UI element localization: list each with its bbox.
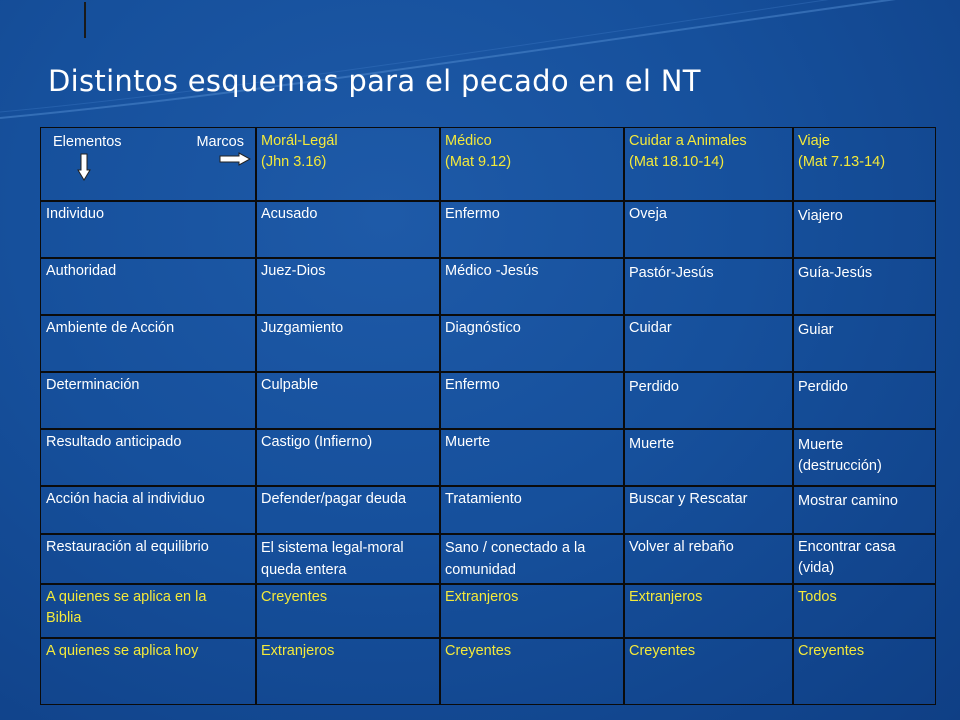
column-header-name: Cuidar a Animales bbox=[629, 133, 747, 149]
column-cuidar-animales bbox=[623, 127, 794, 705]
column-header-ref: (Mat 9.12) bbox=[445, 154, 512, 171]
table-cell: Creyentes bbox=[623, 637, 794, 705]
table-cell: Tratamiento bbox=[439, 485, 625, 535]
row-label: A quienes se aplica en la Biblia bbox=[40, 583, 257, 639]
header-elementos: Elementos bbox=[53, 134, 122, 150]
table-cell: Creyentes bbox=[255, 583, 441, 639]
table-cell: Cuidar bbox=[623, 314, 794, 373]
table-cell: Volver al rebaño bbox=[623, 533, 794, 585]
table-cell: Diagnóstico bbox=[439, 314, 625, 373]
column-labels bbox=[40, 127, 257, 705]
column-header bbox=[623, 127, 794, 202]
table-cell: Juzgamiento bbox=[255, 314, 441, 373]
column-header bbox=[792, 127, 936, 202]
row-label: Resultado anticipado bbox=[40, 428, 257, 487]
row-label: Determinación bbox=[40, 371, 257, 430]
table-cell: Guía-Jesús bbox=[792, 257, 936, 316]
column-medico bbox=[439, 127, 625, 705]
row-label: Ambiente de Acción bbox=[40, 314, 257, 373]
column-viaje bbox=[792, 127, 936, 705]
table-cell: Oveja bbox=[623, 200, 794, 259]
table-cell: Extranjeros bbox=[255, 637, 441, 705]
row-label: A quienes se aplica hoy bbox=[40, 637, 257, 705]
column-header-ref: (Mat 7.13-14) bbox=[798, 154, 886, 171]
decorative-swoosh bbox=[0, 0, 960, 120]
table-cell: Enfermo bbox=[439, 200, 625, 259]
table-cell: Extranjeros bbox=[623, 583, 794, 639]
table-cell: Defender/pagar deuda bbox=[255, 485, 441, 535]
table-cell: Perdido bbox=[792, 371, 936, 430]
table-cell: El sistema legal-moral queda entera bbox=[255, 533, 441, 585]
table-cell: Buscar y Rescatar bbox=[623, 485, 794, 535]
row-label: Acción hacia al individuo bbox=[40, 485, 257, 535]
table-cell: Extranjeros bbox=[439, 583, 625, 639]
column-header bbox=[255, 127, 441, 202]
column-header-ref: (Jhn 3.16) bbox=[261, 154, 327, 171]
arrow-right-icon bbox=[219, 152, 251, 166]
column-header-ref: (Mat 18.10-14) bbox=[629, 154, 725, 171]
table-cell: Creyentes bbox=[792, 637, 936, 705]
column-header-name: Viaje bbox=[798, 133, 830, 149]
table-cell: Guiar bbox=[792, 314, 936, 373]
table-cell: Encontrar casa (vida) bbox=[792, 533, 936, 585]
table-cell: Muerte bbox=[623, 428, 794, 487]
table-cell: Médico -Jesús bbox=[439, 257, 625, 316]
column-header-name: Morál-Legál bbox=[261, 133, 338, 149]
decorative-vertical-line bbox=[84, 2, 86, 38]
row-label: Individuo bbox=[40, 200, 257, 259]
table-cell: Mostrar camino bbox=[792, 485, 936, 535]
table-cell: Perdido bbox=[623, 371, 794, 430]
table-cell: Acusado bbox=[255, 200, 441, 259]
row-label: Authoridad bbox=[40, 257, 257, 316]
column-header-name: Médico bbox=[445, 133, 492, 149]
table-cell: Castigo (Infierno) bbox=[255, 428, 441, 487]
arrow-down-icon bbox=[77, 153, 91, 181]
table-cell: Muerte bbox=[439, 428, 625, 487]
table-cell: Muerte (destrucción) bbox=[792, 428, 936, 487]
header-cell-elementos-marcos bbox=[40, 127, 257, 202]
table-cell: Juez-Dios bbox=[255, 257, 441, 316]
table-cell: Todos bbox=[792, 583, 936, 639]
table-cell: Pastór-Jesús bbox=[623, 257, 794, 316]
table-cell: Creyentes bbox=[439, 637, 625, 705]
column-header bbox=[439, 127, 625, 202]
table-cell: Sano / conectado a la comunidad bbox=[439, 533, 625, 585]
table-cell: Viajero bbox=[792, 200, 936, 259]
column-moral-legal bbox=[255, 127, 441, 705]
slide-title: Distintos esquemas para el pecado en el NT bbox=[48, 64, 701, 98]
table-cell: Culpable bbox=[255, 371, 441, 430]
row-label: Restauración al equilibrio bbox=[40, 533, 257, 585]
header-marcos: Marcos bbox=[196, 134, 244, 150]
table-cell: Enfermo bbox=[439, 371, 625, 430]
